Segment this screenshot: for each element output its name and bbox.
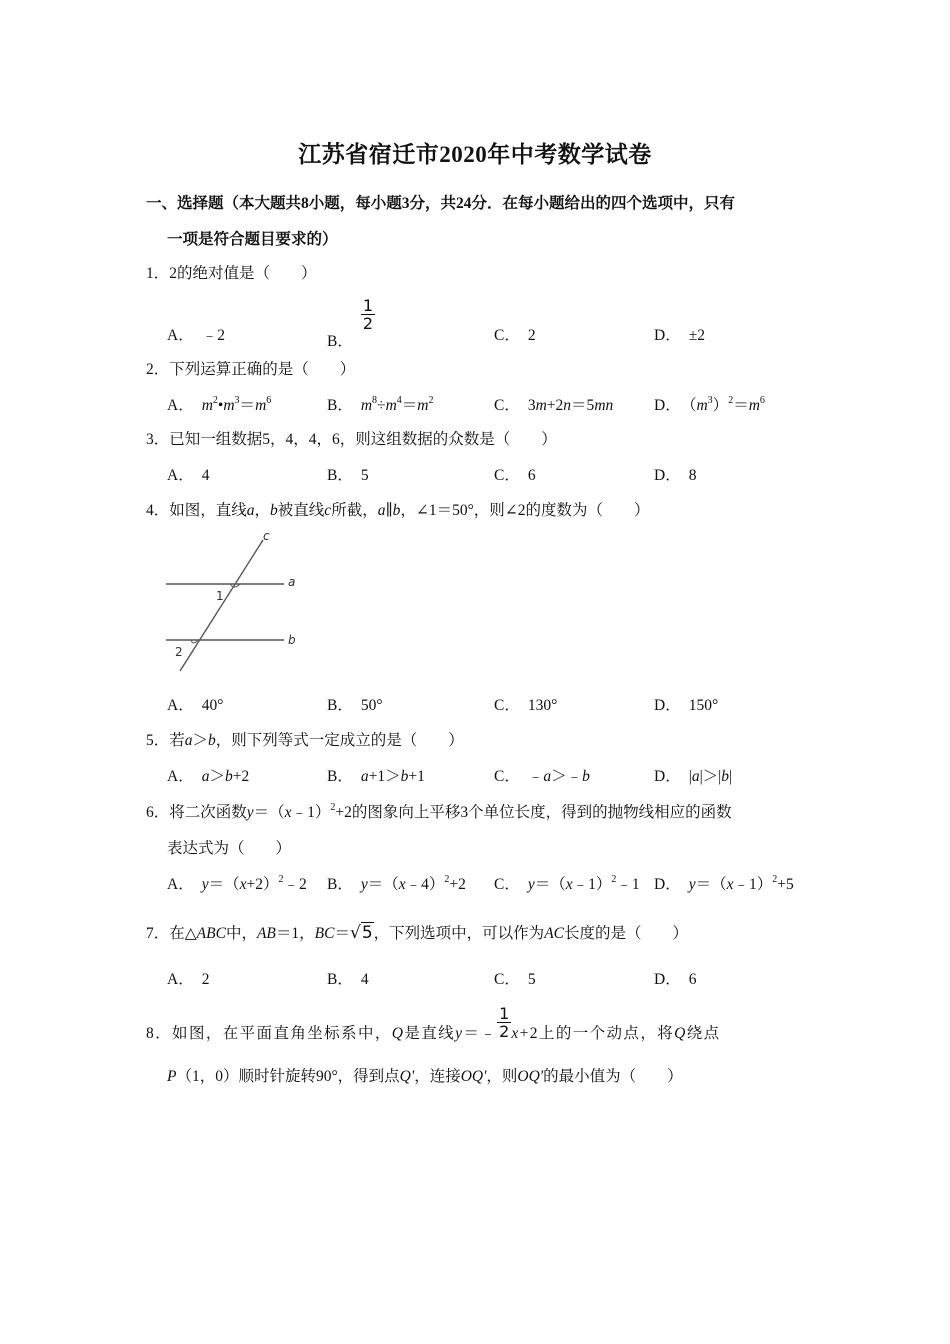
parallel-lines-figure [160,528,310,678]
q7-option-c: C． 5 [494,971,536,988]
label-angle-2: 2 [175,645,183,659]
fraction-one-half-q8: $\frac{1}{2}$ [499,1004,510,1041]
q7-option-b: B． 4 [327,971,369,988]
question-2-stem: 2．下列运算正确的是（ ） [146,361,356,378]
question-4-stem: 4．如图，直线a，b被直线c所截，a∥b，∠1＝50°，则∠2的度数为（ ） [146,502,650,519]
question-8-stem-line1: 8．如图，在平面直角坐标系中，Q是直线y＝﹣ $\frac{1}{2}$ x+2上的一个动点，将Q绕点 [146,1004,721,1043]
question-6-stem-line1: 6．将二次函数y＝（x﹣1）$^2$+2的图象向上平移3个单位长度，得到的抛物线相应的函数 [146,802,732,821]
q5-option-a: A． a＞b+2 [167,768,250,785]
q1-option-b: B． $\frac{1}{2}$ [327,296,374,351]
q4-option-a: A． 40° [167,697,224,714]
page-title: 江苏省宿迁市2020年中考数学试卷 [298,142,652,167]
q7-option-a: A． 2 [167,971,210,988]
q3-option-c: C． 6 [494,467,536,484]
sqrt-five: √5 [350,923,373,943]
question-8-stem-line2: P（1，0）顺时针旋转90°，得到点Q'，连接OQ'，则OQ'的最小值为（ ） [167,1068,683,1085]
q4-option-b: B． 50° [327,697,383,714]
q3-option-b: B． 5 [327,467,369,484]
q4-option-d: D． 150° [654,697,719,714]
q6-option-d: D． y＝（x﹣1）$^2$+5 [654,874,794,893]
q6-option-a: A． $y=(x+2)^2﹣2$ [167,874,307,893]
q3-option-d: D． 8 [654,467,697,484]
q5-option-d: D． |a|＞|b| [654,768,733,785]
question-1-stem: 1．2的绝对值是（ ） [146,265,317,282]
line-c [180,540,263,671]
q2-option-a: A． $m^2•m^3=m^6$ [167,395,272,414]
q1-option-c: C． 2 [494,327,536,344]
q6-option-c: C． y＝（x﹣1）$^2$﹣1 [494,874,640,893]
q1-option-d: D． ±2 [654,327,705,344]
q1-option-a: A． ﹣2 [167,327,225,344]
label-b: b [288,633,296,647]
q6-option-b: B． y＝（x﹣4）$^2$+2 [327,874,466,893]
question-6-stem-line2: 表达式为（ ） [167,840,292,857]
q2-option-b: B． $m^8\div m^4=m^2$ [327,395,434,414]
q2-option-c: C． 3m+2n＝5mn [494,397,614,414]
label-angle-1: 1 [216,589,224,603]
label-a: a [288,575,296,589]
q7-option-d: D． 6 [654,971,697,988]
q5-option-b: B． a+1＞b+1 [327,768,425,785]
label-c: c [263,529,270,543]
q5-option-c: C． ﹣a＞﹣b [494,768,590,785]
fraction-one-half: $\frac{1}{2}$ [362,296,374,333]
section-heading-line1: 一、选择题（本大题共8小题，每小题3分，共24分．在每小题给出的四个选项中，只有 [146,195,736,212]
question-7-stem: 7．在△ABC中，AB＝1，BC＝√5，下列选项中，可以作为AC长度的是（ ） [146,923,689,943]
section-heading-line2: 一项是符合题目要求的） [167,231,338,248]
question-5-stem: 5．若a＞b，则下列等式一定成立的是（ ） [146,732,464,749]
question-3-stem: 3．已知一组数据5，4，4，6，则这组数据的众数是（ ） [146,431,557,448]
q4-option-c: C． 130° [494,697,558,714]
q2-option-d: D． $(m^3)^2=m^6$ [654,395,765,414]
q3-option-a: A． 4 [167,467,210,484]
